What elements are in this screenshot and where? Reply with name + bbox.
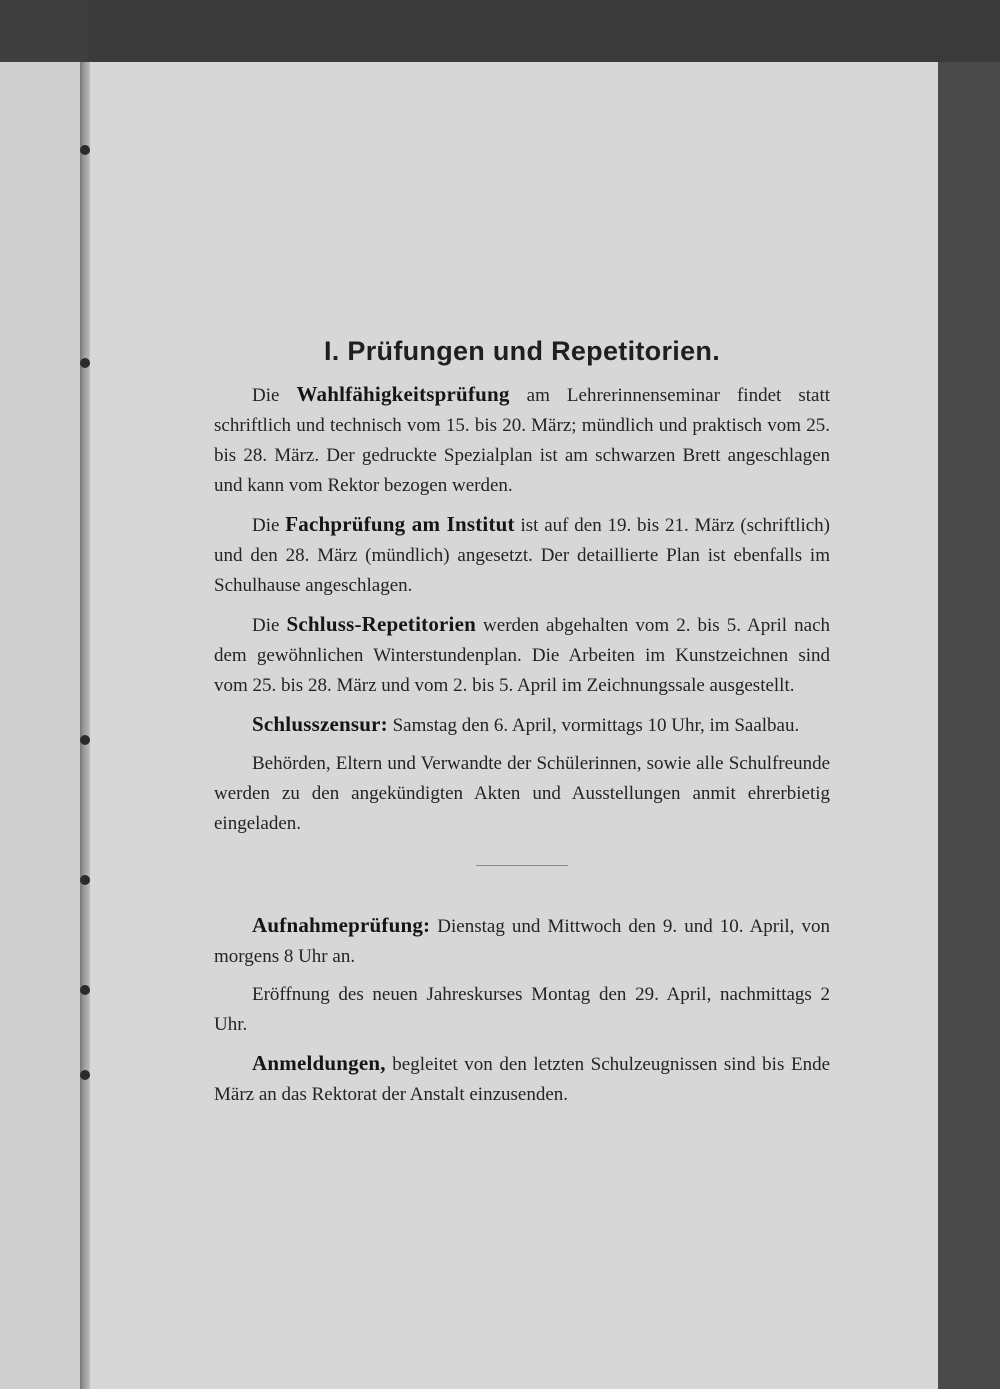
paragraph-emphasis: Schluss-Repetitorien: [286, 612, 476, 636]
paragraph-text: begleitet von den letzten Schulzeugnissen sind bis Ende März an das Rektorat der Anstalt einzusenden.: [214, 1054, 830, 1105]
binding-stitch: [80, 1070, 90, 1080]
binding-stitch: [80, 358, 90, 368]
section-heading: I. Prüfungen und Repetitorien.: [324, 336, 720, 366]
paragraph-schluss-repetitorien: [214, 609, 830, 701]
page-content: [214, 336, 830, 1118]
binding-stitch: [80, 145, 90, 155]
book-binding: [80, 62, 90, 1389]
paragraph-eroeffnung: [214, 980, 830, 1040]
binding-stitch: [80, 985, 90, 995]
binding-stitch: [80, 735, 90, 745]
paragraph-anmeldungen: [214, 1048, 830, 1110]
scan-background-top: [0, 0, 1000, 62]
paragraph-fachpruefung: [214, 509, 830, 601]
paragraph-text: ist auf den 19. bis 21. März (schriftlich) und den 28. März (mündlich) angesetzt. Der detaillierte Plan ist ebenfalls im Schulhause angeschlagen.: [214, 515, 831, 596]
facing-page-edge: [0, 62, 84, 1389]
paragraph-text: Dienstag und Mittwoch den 9. und 10. April, von morgens 8 Uhr an.: [214, 916, 830, 967]
paragraph-lead: Die: [252, 385, 297, 406]
paragraph-emphasis: Fachprüfung am Institut: [285, 512, 515, 536]
paragraph-schlusszensur: [214, 709, 830, 741]
paragraph-wahlfaehigkeitspruefung: [214, 379, 830, 501]
paragraph-text: am Lehrerinnenseminar findet statt schriftlich und technisch vom 15. bis 20. März; mündlich und praktisch vom 25. bis 28. März. Der gedruckte Spezialplan ist am schwarzen Brett angeschlagen und kann vom Rektor bezogen werden.: [214, 385, 830, 496]
paragraph-einladung: [214, 749, 830, 839]
binding-stitch: [80, 875, 90, 885]
paragraph-text: werden abgehalten vom 2. bis 5. April nach dem gewöhnlichen Winterstundenplan. Die Arbeiten im Kunstzeichnen sind vom 25. bis 28. März und vom 2. bis 5. April im Zeichnungssale ausgestellt.: [214, 615, 830, 696]
paragraph-lead: Die: [252, 615, 287, 636]
paragraph-aufnahmepruefung: [214, 910, 830, 972]
paragraph-emphasis: Aufnahmeprüfung:: [252, 913, 431, 937]
section-divider: [476, 865, 568, 866]
paragraph-text: Eröffnung des neuen Jahreskurses Montag den 29. April, nachmittags 2 Uhr.: [214, 984, 830, 1035]
paragraph-emphasis: Wahlfähigkeitsprüfung: [296, 382, 510, 406]
paragraph-emphasis: Anmeldungen,: [252, 1051, 386, 1075]
paragraph-lead: Die: [252, 515, 286, 536]
document-page: [90, 62, 938, 1389]
paragraph-text: Samstag den 6. April, vormittags 10 Uhr, im Saalbau.: [387, 715, 800, 736]
paragraph-emphasis: Schlusszensur:: [252, 712, 388, 736]
paragraph-text: Behörden, Eltern und Verwandte der Schülerinnen, sowie alle Schulfreunde werden zu den angekündigten Akten und Ausstellungen anmit ehrerbietig eingeladen.: [214, 753, 830, 834]
